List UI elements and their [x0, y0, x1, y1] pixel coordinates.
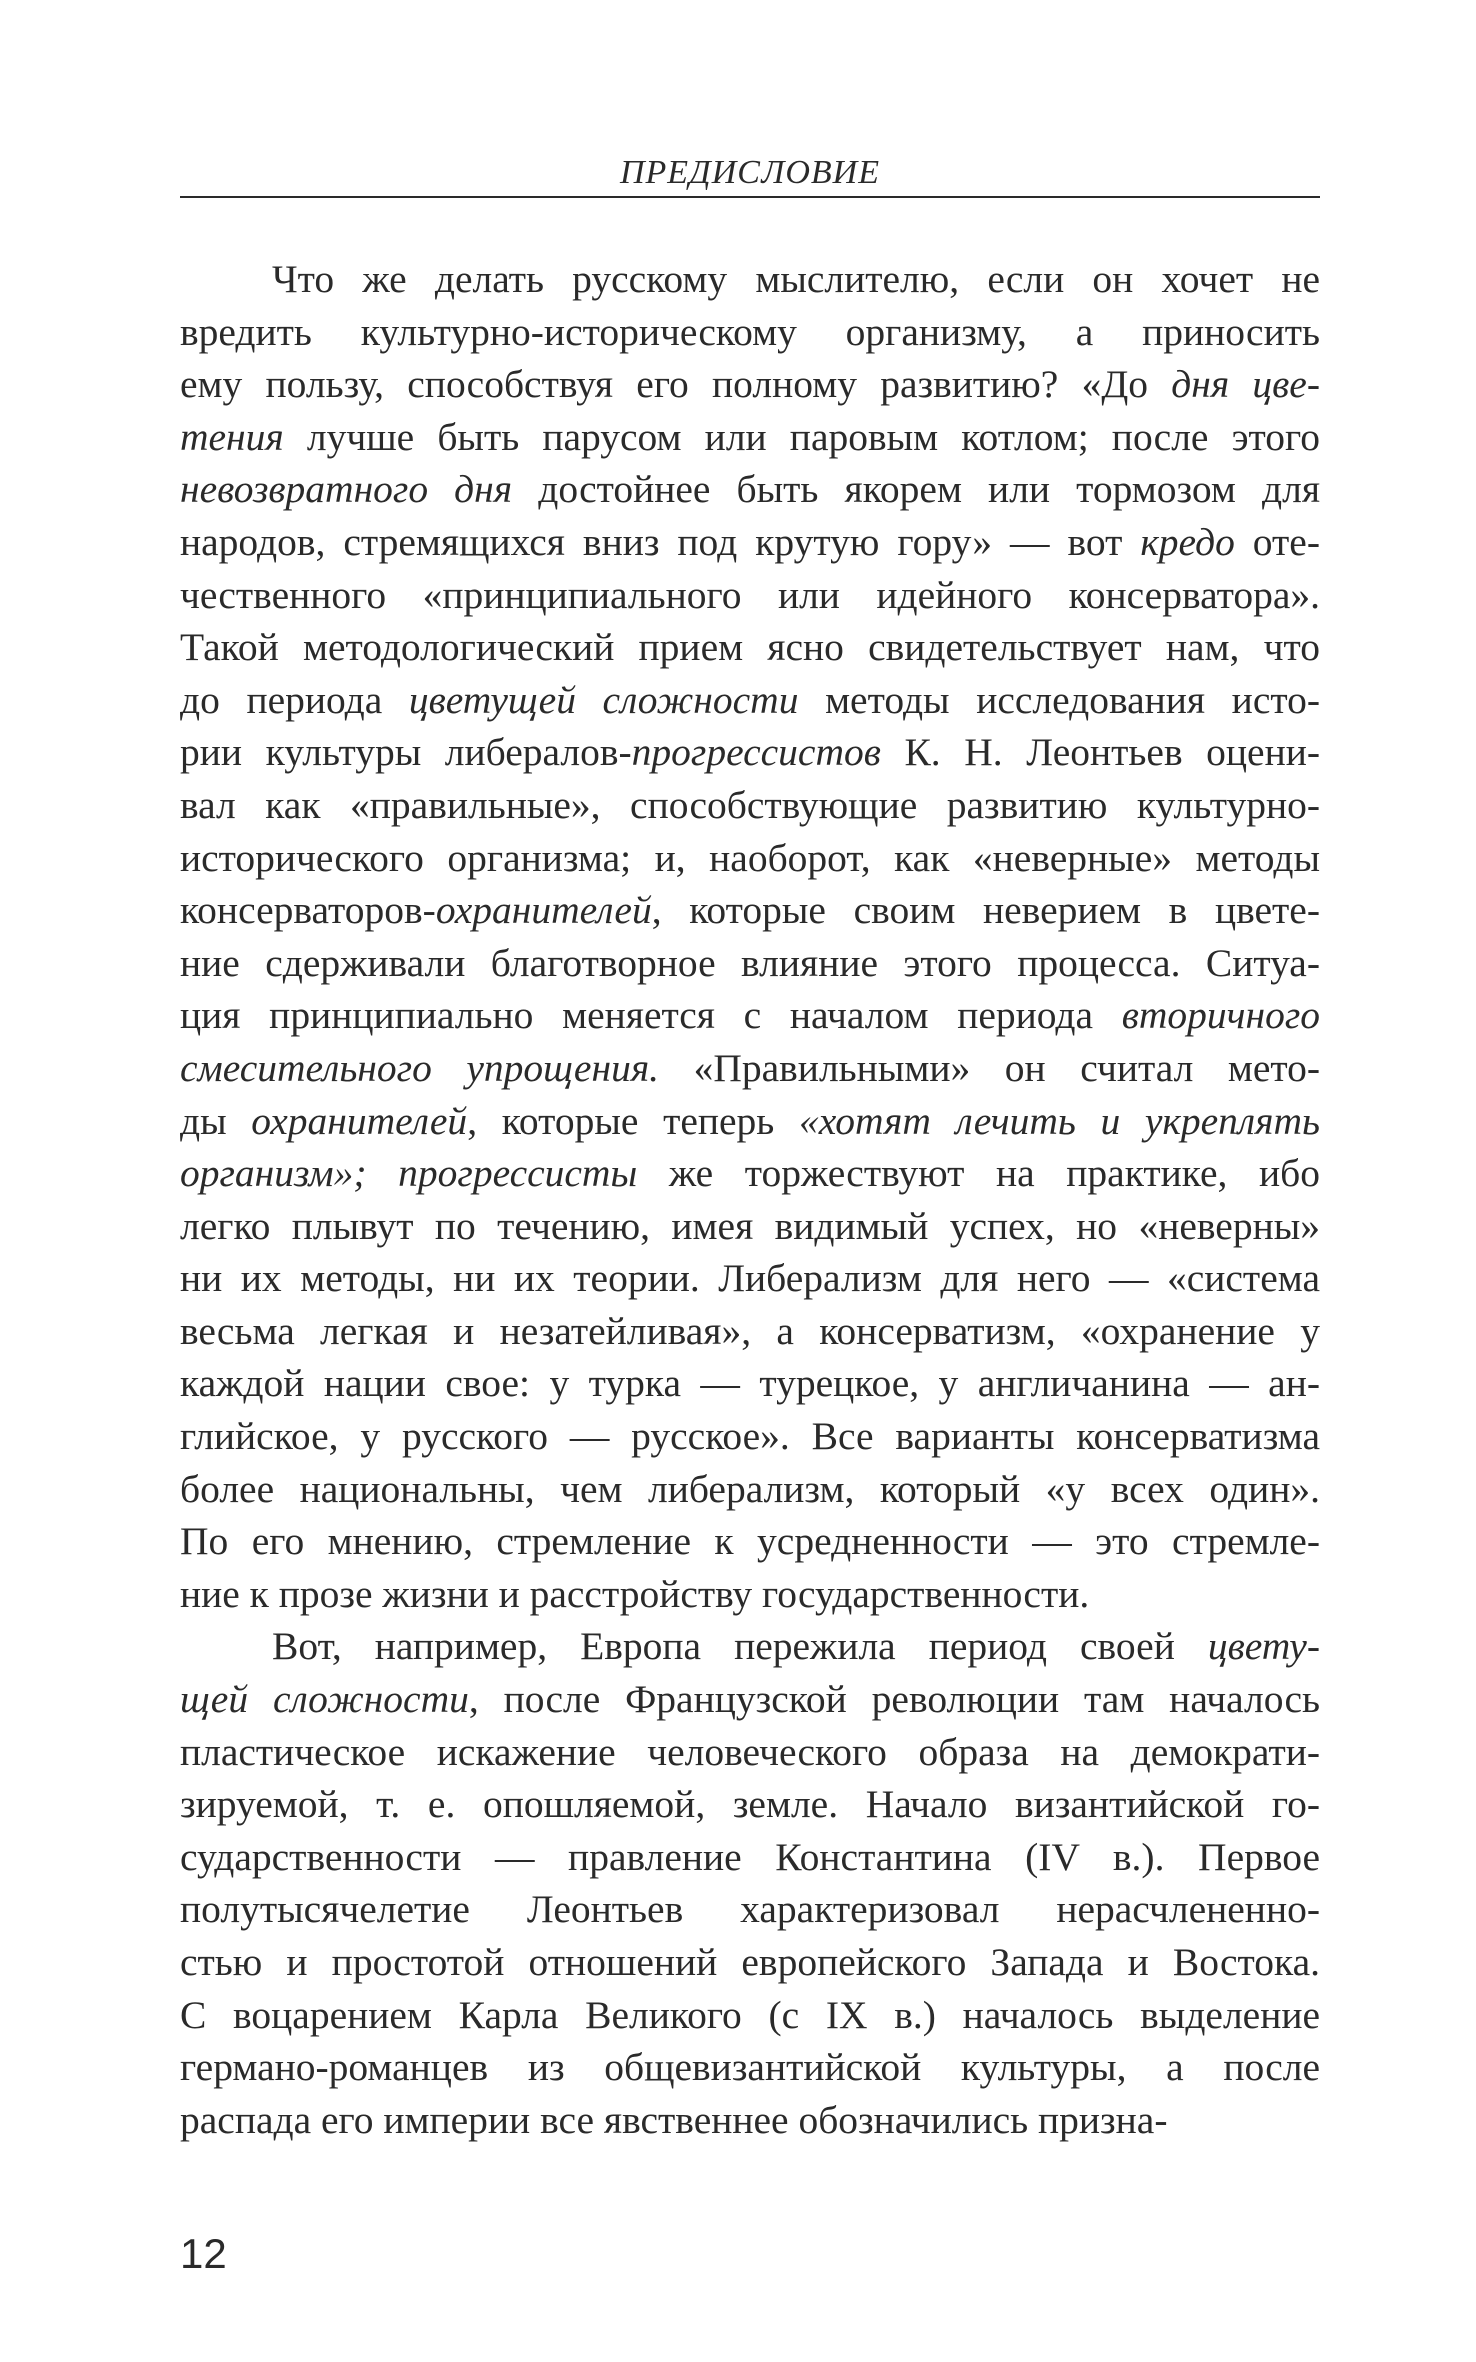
italic-text-segment: щей сложности: [180, 1677, 469, 1722]
text-segment: до периода: [180, 677, 409, 722]
text-segment: весьма легкая и незатейливая», а консерватизм, «охранение у: [180, 1308, 1320, 1353]
text-segment: , которые теперь: [467, 1098, 799, 1143]
text-line: [180, 621, 1320, 674]
text-segment: Что же делать русскому мыслителю, если он хочет не: [272, 257, 1320, 301]
text-segment: стью и простотой отношений европейского Запада и Востока.: [180, 1940, 1320, 1984]
running-title: ПРЕДИСЛОВИЕ: [619, 154, 881, 191]
italic-text-segment: дня цве-: [1171, 362, 1320, 407]
text-line: [180, 1883, 1320, 1936]
text-segment: вредить культурно-историческому организму, а приносить: [180, 309, 1320, 354]
text-line: [180, 2094, 1320, 2147]
text-segment: народов, стремящихся вниз под крутую гору» — вот: [180, 519, 1141, 564]
text-segment: достойнее быть якорем или тормозом для: [512, 467, 1320, 512]
text-segment: К. Н. Леонтьев оцени-: [880, 730, 1321, 775]
italic-text-segment: организм»; прогрессисты: [180, 1151, 638, 1196]
text-segment: же торжествуют на практике, ибо: [637, 1151, 1321, 1196]
text-line: [180, 1357, 1320, 1410]
paragraph: [180, 253, 1320, 1620]
text-segment: рии культуры либералов-: [180, 730, 632, 775]
italic-text-segment: тения: [180, 414, 284, 459]
italic-text-segment: кредо: [1140, 519, 1235, 564]
text-segment: ние к прозе жизни и расстройству государственности.: [180, 1571, 1090, 1616]
text-segment: С воцарением Карла Великого (с IX в.) началось выделение: [180, 1992, 1320, 2037]
running-header: [180, 150, 1320, 198]
text-line: [180, 253, 1320, 306]
text-line: [180, 884, 1320, 937]
text-segment: ды: [180, 1098, 252, 1143]
text-segment: методы исследования исто-: [798, 677, 1320, 722]
text-line: [180, 463, 1320, 516]
text-segment: исторического организма; и, наоборот, как «неверные» методы: [180, 835, 1320, 880]
text-line: [180, 1989, 1320, 2042]
italic-text-segment: цветущей сложности: [408, 677, 799, 722]
text-segment: По его мнению, стремление к усредненности — это стремле-: [180, 1519, 1320, 1564]
text-segment: «Правильными» он считал мето-: [659, 1045, 1321, 1090]
italic-text-segment: вторичного: [1121, 993, 1320, 1038]
text-segment: пластическое искажение человеческого образа на демократи-: [180, 1729, 1320, 1774]
text-line: [180, 1936, 1320, 1989]
text-line: [180, 1147, 1320, 1200]
paragraph: [180, 1620, 1320, 2146]
text-segment: распада его империи все явственнее обозначились призна-: [180, 2097, 1168, 2142]
text-line: [180, 411, 1320, 464]
text-line: [180, 1410, 1320, 1463]
text-segment: Вот, например, Европа пережила период своей: [272, 1624, 1208, 1669]
italic-text-segment: охранителей: [435, 888, 652, 933]
text-line: [180, 1673, 1320, 1726]
text-segment: глийское, у русского — русское». Все варианты консерватизма: [180, 1414, 1320, 1459]
text-segment: чественного «принципиального или идейного консерватора».: [180, 572, 1320, 617]
text-segment: , после Французской революции там началось: [468, 1677, 1321, 1722]
text-line: [180, 569, 1320, 622]
text-line: [180, 1305, 1320, 1358]
text-segment: ему пользу, способствуя его полному развитию? «До: [180, 362, 1172, 407]
text-line: [180, 516, 1320, 569]
text-line: [180, 937, 1320, 990]
text-line: [180, 989, 1320, 1042]
italic-text-segment: смесительного упрощения.: [180, 1045, 660, 1090]
text-line: [180, 1515, 1320, 1568]
text-line: [180, 726, 1320, 779]
text-segment: более национальны, чем либерализм, который «у всех один».: [180, 1466, 1320, 1511]
italic-text-segment: невозвратного дня: [180, 467, 513, 512]
text-line: [180, 2041, 1320, 2094]
text-line: [180, 1568, 1320, 1621]
text-segment: оте-: [1234, 519, 1320, 564]
text-segment: лучше быть парусом или паровым котлом; после этого: [283, 414, 1320, 459]
text-segment: ни их методы, ни их теории. Либерализм для него — «система: [180, 1256, 1320, 1301]
page-number: 12: [180, 2230, 227, 2277]
text-line: [180, 674, 1320, 727]
text-segment: каждой нации свое: у турка — турецкое, у англичанина — ан-: [180, 1361, 1320, 1406]
italic-text-segment: охранителей: [251, 1098, 468, 1143]
text-line: [180, 1463, 1320, 1516]
italic-text-segment: прогрессистов: [631, 730, 881, 775]
text-line: [180, 779, 1320, 832]
text-line: [180, 1778, 1320, 1831]
text-segment: легко плывут по течению, имея видимый успех, но «неверны»: [180, 1203, 1320, 1248]
text-segment: германо-романцев из общевизантийской культуры, а после: [180, 2045, 1320, 2090]
text-line: [180, 1200, 1320, 1253]
text-segment: сударственности — правление Константина (IV в.). Первое: [180, 1834, 1320, 1879]
text-segment: ние сдерживали благотворное влияние этого процесса. Ситуа-: [180, 940, 1320, 985]
text-segment: вал как «правильные», способствующие развитию культурно-: [180, 782, 1320, 827]
text-segment: зируемой, т. е. опошляемой, земле. Начало византийской го-: [180, 1782, 1320, 1827]
text-line: [180, 1831, 1320, 1884]
text-line: [180, 1726, 1320, 1779]
text-line: [180, 1095, 1320, 1148]
text-segment: ция принципиально меняется с началом периода: [180, 993, 1122, 1038]
text-segment: полутысячелетие Леонтьев характеризовал нерасчлененно-: [180, 1887, 1320, 1932]
text-line: [180, 1042, 1320, 1095]
text-segment: , которые своим неверием в цвете-: [651, 888, 1320, 933]
text-segment: консерваторов-: [180, 888, 436, 933]
text-line: [180, 358, 1320, 411]
italic-text-segment: «хотят лечить и укреплять: [798, 1098, 1320, 1143]
page-body-text: [180, 253, 1320, 2146]
text-line: [180, 306, 1320, 359]
text-line: [180, 1252, 1320, 1305]
text-line: [180, 832, 1320, 885]
italic-text-segment: цвету-: [1207, 1624, 1320, 1669]
text-segment: Такой методологический прием ясно свидетельствует нам, что: [180, 625, 1320, 670]
text-line: [180, 1620, 1320, 1673]
